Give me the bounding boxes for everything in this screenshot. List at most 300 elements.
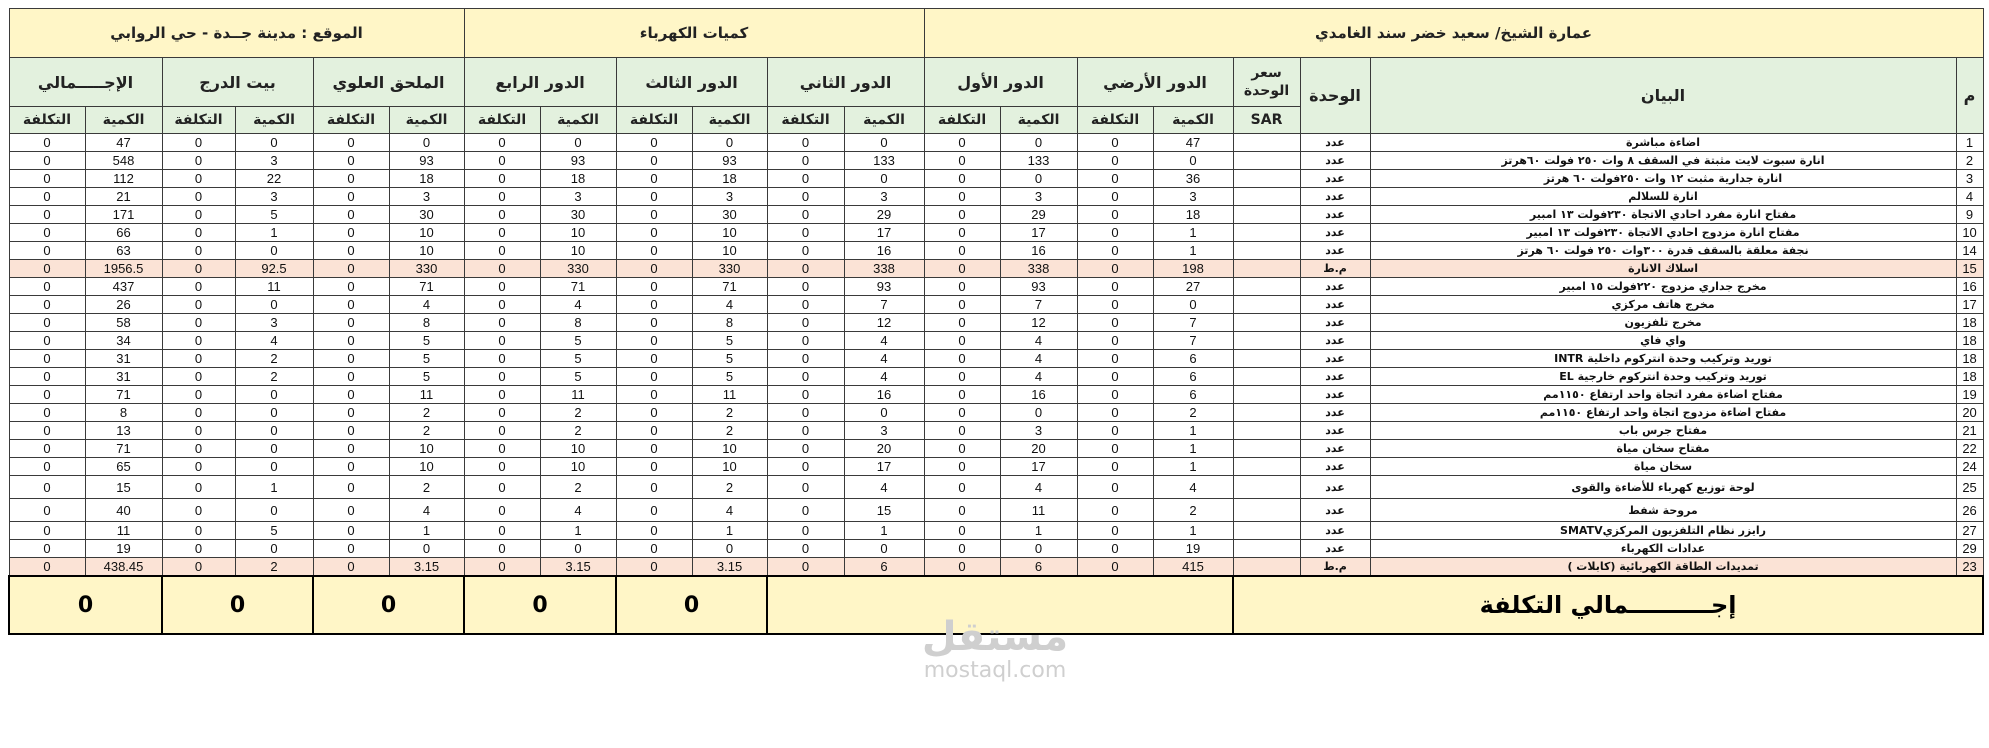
qty-cell: 0 bbox=[389, 540, 464, 558]
qty-cell: 3 bbox=[235, 152, 313, 170]
cost-cell: 0 bbox=[313, 332, 389, 350]
building-header: عمارة الشيخ/ سعيد خضر سند الغامدي bbox=[924, 9, 1983, 58]
qty-cell: 2 bbox=[389, 476, 464, 499]
qty-cell: 1 bbox=[692, 522, 767, 540]
cost-cell: 0 bbox=[767, 260, 844, 278]
cost-cell: 0 bbox=[9, 368, 85, 386]
table-row bbox=[9, 296, 1983, 314]
cost-cell: 0 bbox=[464, 476, 540, 499]
qty-cell: 1 bbox=[389, 522, 464, 540]
qty-cell: 1 bbox=[1153, 440, 1233, 458]
cost-cell: 0 bbox=[313, 188, 389, 206]
qty-cell: 8 bbox=[85, 404, 162, 422]
qty-cell: 1 bbox=[1153, 422, 1233, 440]
qty-cell: 47 bbox=[85, 134, 162, 152]
qty-header: الكمية bbox=[692, 107, 767, 134]
cost-cell: 0 bbox=[9, 386, 85, 404]
cost-cell: 0 bbox=[767, 522, 844, 540]
unit-cell: عدد bbox=[1300, 499, 1370, 522]
cost-cell: 0 bbox=[9, 476, 85, 499]
qty-cell: 11 bbox=[85, 522, 162, 540]
unit-cell: عدد bbox=[1300, 188, 1370, 206]
qty-cell: 0 bbox=[844, 540, 924, 558]
cost-cell: 0 bbox=[464, 134, 540, 152]
qty-cell: 30 bbox=[692, 206, 767, 224]
row-number-cell: 2 bbox=[1956, 152, 1983, 170]
cost-cell: 0 bbox=[1077, 476, 1153, 499]
qty-cell: 1 bbox=[235, 476, 313, 499]
description-cell: مفتاح جرس باب bbox=[1370, 422, 1956, 440]
cost-cell: 0 bbox=[924, 368, 1000, 386]
cost-cell: 0 bbox=[313, 152, 389, 170]
table-row bbox=[9, 558, 1983, 577]
cost-cell: 0 bbox=[313, 558, 389, 577]
qty-cell: 4 bbox=[844, 332, 924, 350]
unit-price-cell bbox=[1233, 558, 1300, 577]
cost-cell: 0 bbox=[924, 296, 1000, 314]
table-row bbox=[9, 332, 1983, 350]
qty-cell: 58 bbox=[85, 314, 162, 332]
unit-price-cell bbox=[1233, 350, 1300, 368]
cost-cell: 0 bbox=[767, 152, 844, 170]
group-header-roof-annex: الملحق العلوي bbox=[313, 58, 464, 107]
qty-cell: 18 bbox=[389, 170, 464, 188]
unit-cell: عدد bbox=[1300, 134, 1370, 152]
cost-cell: 0 bbox=[924, 386, 1000, 404]
cost-cell: 0 bbox=[616, 558, 692, 577]
cost-cell: 0 bbox=[9, 499, 85, 522]
description-cell: واي فاي bbox=[1370, 332, 1956, 350]
description-cell: مفتاح سخان مياة bbox=[1370, 440, 1956, 458]
cost-cell: 0 bbox=[9, 440, 85, 458]
cost-cell: 0 bbox=[616, 368, 692, 386]
cost-header: التكلفة bbox=[162, 107, 235, 134]
table-row bbox=[9, 540, 1983, 558]
description-cell: تمديدات الطاقة الكهربائية (كابلات ) bbox=[1370, 558, 1956, 577]
qty-cell: 29 bbox=[844, 206, 924, 224]
qty-cell: 18 bbox=[540, 170, 616, 188]
unit-price-cell bbox=[1233, 206, 1300, 224]
qty-cell: 4 bbox=[1153, 476, 1233, 499]
qty-cell: 2 bbox=[1153, 499, 1233, 522]
qty-cell: 1 bbox=[1153, 522, 1233, 540]
fourth-floor-total-value: 0 bbox=[464, 576, 616, 634]
qty-cell: 5 bbox=[389, 368, 464, 386]
table-row bbox=[9, 522, 1983, 540]
cost-cell: 0 bbox=[1077, 522, 1153, 540]
cost-cell: 0 bbox=[767, 368, 844, 386]
unit-price-cell bbox=[1233, 458, 1300, 476]
unit-price-cell bbox=[1233, 499, 1300, 522]
watermark-arabic: مستقل bbox=[921, 614, 1069, 660]
qty-cell: 27 bbox=[1153, 278, 1233, 296]
cost-cell: 0 bbox=[767, 458, 844, 476]
row-number-cell: 9 bbox=[1956, 206, 1983, 224]
qty-cell: 93 bbox=[389, 152, 464, 170]
cost-cell: 0 bbox=[162, 476, 235, 499]
cost-cell: 0 bbox=[162, 440, 235, 458]
qty-cell: 4 bbox=[389, 499, 464, 522]
qty-cell: 330 bbox=[692, 260, 767, 278]
cost-cell: 0 bbox=[9, 404, 85, 422]
cost-cell: 0 bbox=[162, 278, 235, 296]
cost-cell: 0 bbox=[9, 170, 85, 188]
qty-cell: 93 bbox=[692, 152, 767, 170]
cost-cell: 0 bbox=[616, 242, 692, 260]
cost-cell: 0 bbox=[1077, 296, 1153, 314]
cost-cell: 0 bbox=[162, 368, 235, 386]
cost-cell: 0 bbox=[924, 188, 1000, 206]
grand-total-value: 0 bbox=[9, 576, 162, 634]
qty-cell: 92.5 bbox=[235, 260, 313, 278]
qty-cell: 5 bbox=[389, 332, 464, 350]
qty-cell: 5 bbox=[389, 350, 464, 368]
table-row bbox=[9, 476, 1983, 499]
cost-cell: 0 bbox=[162, 386, 235, 404]
qty-cell: 1956.5 bbox=[85, 260, 162, 278]
description-cell: مخرج جداري مزدوج ٢٢٠فولت ١٥ امبير bbox=[1370, 278, 1956, 296]
cost-cell: 0 bbox=[924, 350, 1000, 368]
qty-cell: 2 bbox=[1153, 404, 1233, 422]
row-number-cell: 18 bbox=[1956, 332, 1983, 350]
cost-cell: 0 bbox=[313, 314, 389, 332]
cost-cell: 0 bbox=[162, 422, 235, 440]
table-row bbox=[9, 350, 1983, 368]
cost-cell: 0 bbox=[162, 188, 235, 206]
qty-cell: 40 bbox=[85, 499, 162, 522]
qty-cell: 4 bbox=[844, 368, 924, 386]
cost-cell: 0 bbox=[767, 540, 844, 558]
qty-cell: 6 bbox=[844, 558, 924, 577]
cost-cell: 0 bbox=[924, 260, 1000, 278]
cost-cell: 0 bbox=[464, 499, 540, 522]
unit-price-cell bbox=[1233, 522, 1300, 540]
qty-cell: 2 bbox=[692, 404, 767, 422]
cost-cell: 0 bbox=[162, 242, 235, 260]
unit-price-cell bbox=[1233, 386, 1300, 404]
qty-cell: 11 bbox=[692, 386, 767, 404]
cost-cell: 0 bbox=[313, 134, 389, 152]
qty-cell: 8 bbox=[540, 314, 616, 332]
qty-header: الكمية bbox=[235, 107, 313, 134]
qty-cell: 4 bbox=[540, 499, 616, 522]
table-row bbox=[9, 170, 1983, 188]
cost-cell: 0 bbox=[9, 224, 85, 242]
row-number-cell: 22 bbox=[1956, 440, 1983, 458]
cost-cell: 0 bbox=[464, 558, 540, 577]
watermark-latin: mostaql.com bbox=[923, 658, 1067, 683]
qty-cell: 11 bbox=[540, 386, 616, 404]
cost-cell: 0 bbox=[1077, 278, 1153, 296]
unit-price-cell bbox=[1233, 242, 1300, 260]
qty-cell: 438.45 bbox=[85, 558, 162, 577]
cost-cell: 0 bbox=[924, 522, 1000, 540]
cost-cell: 0 bbox=[313, 296, 389, 314]
qty-cell: 31 bbox=[85, 368, 162, 386]
description-cell: مفتاح انارة مزدوج احادي الاتجاة ٢٣٠فولت ١٣ امبير bbox=[1370, 224, 1956, 242]
cost-cell: 0 bbox=[767, 188, 844, 206]
qty-cell: 3 bbox=[1153, 188, 1233, 206]
unit-cell: عدد bbox=[1300, 296, 1370, 314]
qty-cell: 2 bbox=[540, 422, 616, 440]
cost-cell: 0 bbox=[464, 458, 540, 476]
cost-cell: 0 bbox=[767, 134, 844, 152]
qty-cell: 63 bbox=[85, 242, 162, 260]
unit-cell: عدد bbox=[1300, 332, 1370, 350]
description-cell: رايزر نظام التلفزيون المركزيSMATV bbox=[1370, 522, 1956, 540]
electrical-quantities-table bbox=[8, 8, 1984, 635]
qty-cell: 4 bbox=[235, 332, 313, 350]
row-number-cell: 1 bbox=[1956, 134, 1983, 152]
cost-cell: 0 bbox=[767, 314, 844, 332]
qty-cell: 5 bbox=[235, 522, 313, 540]
unit-cell: عدد bbox=[1300, 314, 1370, 332]
qty-cell: 3.15 bbox=[540, 558, 616, 577]
qty-cell: 22 bbox=[235, 170, 313, 188]
row-number-cell: 29 bbox=[1956, 540, 1983, 558]
cost-cell: 0 bbox=[9, 134, 85, 152]
qty-cell: 16 bbox=[1000, 242, 1077, 260]
cost-cell: 0 bbox=[313, 386, 389, 404]
cost-cell: 0 bbox=[767, 499, 844, 522]
unit-price-cell bbox=[1233, 314, 1300, 332]
cost-cell: 0 bbox=[1077, 350, 1153, 368]
cost-cell: 0 bbox=[464, 440, 540, 458]
cost-cell: 0 bbox=[1077, 386, 1153, 404]
cost-cell: 0 bbox=[616, 152, 692, 170]
cost-cell: 0 bbox=[162, 350, 235, 368]
unit-price-cell bbox=[1233, 224, 1300, 242]
cost-cell: 0 bbox=[1077, 314, 1153, 332]
qty-cell: 3 bbox=[389, 188, 464, 206]
qty-cell: 0 bbox=[235, 440, 313, 458]
qty-cell: 0 bbox=[235, 386, 313, 404]
qty-cell: 1 bbox=[540, 522, 616, 540]
unit-price-cell bbox=[1233, 278, 1300, 296]
cost-cell: 0 bbox=[616, 404, 692, 422]
qty-cell: 548 bbox=[85, 152, 162, 170]
cost-cell: 0 bbox=[313, 458, 389, 476]
cost-header: التكلفة bbox=[616, 107, 692, 134]
qty-cell: 10 bbox=[692, 458, 767, 476]
qty-cell: 5 bbox=[540, 368, 616, 386]
cost-cell: 0 bbox=[1077, 422, 1153, 440]
cost-cell: 0 bbox=[616, 499, 692, 522]
cost-cell: 0 bbox=[313, 522, 389, 540]
cost-cell: 0 bbox=[924, 476, 1000, 499]
qty-cell: 338 bbox=[844, 260, 924, 278]
stairwell-total-value: 0 bbox=[162, 576, 313, 634]
qty-cell: 2 bbox=[389, 404, 464, 422]
cost-cell: 0 bbox=[9, 278, 85, 296]
cost-cell: 0 bbox=[162, 332, 235, 350]
cost-cell: 0 bbox=[313, 260, 389, 278]
qty-cell: 10 bbox=[540, 458, 616, 476]
qty-cell: 20 bbox=[844, 440, 924, 458]
description-cell: انارة جدارية مثبت ١٢ وات ٢٥٠فولت ٦٠ هرتز bbox=[1370, 170, 1956, 188]
cost-cell: 0 bbox=[924, 404, 1000, 422]
qty-cell: 10 bbox=[389, 242, 464, 260]
cost-cell: 0 bbox=[1077, 440, 1153, 458]
cost-cell: 0 bbox=[313, 440, 389, 458]
cost-cell: 0 bbox=[162, 134, 235, 152]
qty-cell: 15 bbox=[844, 499, 924, 522]
cost-cell: 0 bbox=[924, 540, 1000, 558]
cost-cell: 0 bbox=[767, 224, 844, 242]
qty-cell: 5 bbox=[692, 350, 767, 368]
qty-cell: 18 bbox=[692, 170, 767, 188]
unit-cell: عدد bbox=[1300, 440, 1370, 458]
footer-empty-cell bbox=[767, 576, 1233, 634]
description-cell: سخان مياة bbox=[1370, 458, 1956, 476]
description-cell: اسلاك الانارة bbox=[1370, 260, 1956, 278]
cost-cell: 0 bbox=[767, 476, 844, 499]
qty-cell: 10 bbox=[692, 224, 767, 242]
table-row bbox=[9, 242, 1983, 260]
unit-price-cell bbox=[1233, 440, 1300, 458]
qty-cell: 11 bbox=[1000, 499, 1077, 522]
qty-cell: 65 bbox=[85, 458, 162, 476]
table-row bbox=[9, 314, 1983, 332]
row-number-cell: 17 bbox=[1956, 296, 1983, 314]
qty-cell: 16 bbox=[844, 386, 924, 404]
qty-cell: 330 bbox=[540, 260, 616, 278]
cost-cell: 0 bbox=[1077, 170, 1153, 188]
cost-header: التكلفة bbox=[313, 107, 389, 134]
cost-cell: 0 bbox=[1077, 558, 1153, 577]
qty-cell: 11 bbox=[389, 386, 464, 404]
description-cell: انارة سبوت لايت مثبتة في السقف ٨ وات ٢٥٠ فولت ٦٠هرتز bbox=[1370, 152, 1956, 170]
title-header: كميات الكهرباء bbox=[464, 9, 924, 58]
cost-cell: 0 bbox=[616, 206, 692, 224]
unit-cell: عدد bbox=[1300, 458, 1370, 476]
cost-cell: 0 bbox=[464, 278, 540, 296]
qty-cell: 0 bbox=[1000, 170, 1077, 188]
cost-cell: 0 bbox=[616, 522, 692, 540]
row-number-cell: 14 bbox=[1956, 242, 1983, 260]
group-header-second-floor: الدور الثاني bbox=[767, 58, 924, 107]
cost-cell: 0 bbox=[1077, 540, 1153, 558]
cost-cell: 0 bbox=[313, 499, 389, 522]
cost-cell: 0 bbox=[924, 314, 1000, 332]
cost-cell: 0 bbox=[767, 350, 844, 368]
qty-cell: 0 bbox=[235, 242, 313, 260]
cost-cell: 0 bbox=[9, 314, 85, 332]
cost-cell: 0 bbox=[464, 522, 540, 540]
table-row bbox=[9, 458, 1983, 476]
qty-cell: 19 bbox=[85, 540, 162, 558]
qty-cell: 12 bbox=[1000, 314, 1077, 332]
cost-cell: 0 bbox=[162, 296, 235, 314]
unit-price-cell bbox=[1233, 332, 1300, 350]
qty-cell: 0 bbox=[235, 134, 313, 152]
table-row bbox=[9, 188, 1983, 206]
qty-cell: 133 bbox=[844, 152, 924, 170]
cost-cell: 0 bbox=[924, 206, 1000, 224]
cost-cell: 0 bbox=[924, 134, 1000, 152]
unit-price-cell bbox=[1233, 296, 1300, 314]
qty-cell: 18 bbox=[1153, 206, 1233, 224]
cost-cell: 0 bbox=[616, 422, 692, 440]
table-row bbox=[9, 224, 1983, 242]
cost-cell: 0 bbox=[616, 350, 692, 368]
qty-cell: 6 bbox=[1153, 386, 1233, 404]
unit-cell: عدد bbox=[1300, 540, 1370, 558]
row-number-cell: 15 bbox=[1956, 260, 1983, 278]
row-number-cell: 4 bbox=[1956, 188, 1983, 206]
cost-cell: 0 bbox=[9, 296, 85, 314]
qty-cell: 3.15 bbox=[692, 558, 767, 577]
cost-cell: 0 bbox=[464, 224, 540, 242]
cost-cell: 0 bbox=[313, 242, 389, 260]
unit-cell: عدد bbox=[1300, 170, 1370, 188]
qty-cell: 7 bbox=[844, 296, 924, 314]
qty-cell: 26 bbox=[85, 296, 162, 314]
cost-cell: 0 bbox=[616, 188, 692, 206]
table-row bbox=[9, 440, 1983, 458]
cost-cell: 0 bbox=[313, 278, 389, 296]
qty-cell: 1 bbox=[1153, 242, 1233, 260]
cost-cell: 0 bbox=[9, 458, 85, 476]
cost-cell: 0 bbox=[767, 206, 844, 224]
row-number-cell: 27 bbox=[1956, 522, 1983, 540]
qty-cell: 133 bbox=[1000, 152, 1077, 170]
qty-cell: 4 bbox=[692, 499, 767, 522]
qty-cell: 4 bbox=[1000, 476, 1077, 499]
cost-cell: 0 bbox=[464, 170, 540, 188]
group-header-ground-floor: الدور الأرضي bbox=[1077, 58, 1233, 107]
qty-cell: 5 bbox=[692, 368, 767, 386]
qty-cell: 71 bbox=[85, 386, 162, 404]
cost-cell: 0 bbox=[924, 278, 1000, 296]
unit-price-cell bbox=[1233, 170, 1300, 188]
table-row bbox=[9, 368, 1983, 386]
qty-cell: 30 bbox=[389, 206, 464, 224]
qty-cell: 0 bbox=[235, 404, 313, 422]
group-header-fourth-floor: الدور الرابع bbox=[464, 58, 616, 107]
description-cell: توريد وتركيب وحدة انتركوم خارجية EL bbox=[1370, 368, 1956, 386]
cost-cell: 0 bbox=[162, 404, 235, 422]
description-header: البيان bbox=[1370, 58, 1956, 134]
qty-cell: 3 bbox=[1000, 422, 1077, 440]
table-row bbox=[9, 134, 1983, 152]
cost-cell: 0 bbox=[1077, 134, 1153, 152]
cost-cell: 0 bbox=[313, 404, 389, 422]
qty-cell: 8 bbox=[389, 314, 464, 332]
unit-header: الوحدة bbox=[1300, 58, 1370, 134]
row-number-cell: 18 bbox=[1956, 314, 1983, 332]
cost-cell: 0 bbox=[9, 350, 85, 368]
unit-price-cell bbox=[1233, 368, 1300, 386]
cost-cell: 0 bbox=[1077, 188, 1153, 206]
cost-cell: 0 bbox=[767, 422, 844, 440]
qty-cell: 8 bbox=[692, 314, 767, 332]
table-row bbox=[9, 499, 1983, 522]
description-cell: مفتاح اضاءة مفرد اتجاة واحد ارتفاع ١١٥٠مم bbox=[1370, 386, 1956, 404]
row-number-cell: 21 bbox=[1956, 422, 1983, 440]
qty-cell: 6 bbox=[1153, 368, 1233, 386]
qty-cell: 0 bbox=[1153, 296, 1233, 314]
qty-cell: 71 bbox=[389, 278, 464, 296]
cost-cell: 0 bbox=[9, 242, 85, 260]
cost-cell: 0 bbox=[9, 260, 85, 278]
qty-cell: 93 bbox=[844, 278, 924, 296]
qty-cell: 17 bbox=[1000, 224, 1077, 242]
cost-cell: 0 bbox=[9, 422, 85, 440]
cost-cell: 0 bbox=[313, 368, 389, 386]
third-floor-total-value: 0 bbox=[616, 576, 767, 634]
qty-cell: 17 bbox=[844, 458, 924, 476]
